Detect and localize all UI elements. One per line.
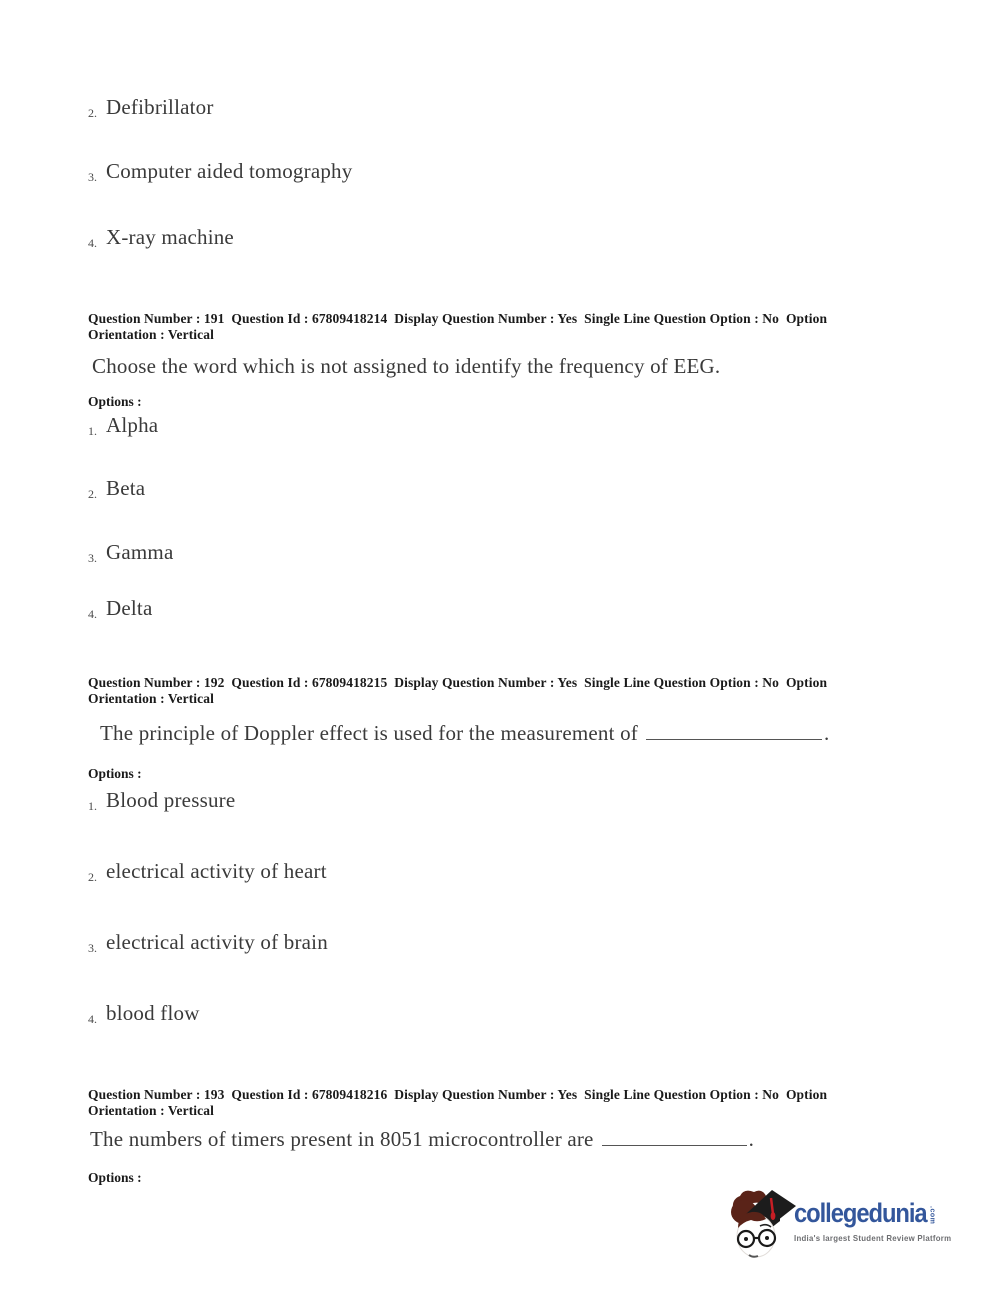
collegedunia-tagline: India's largest Student Review Platform [794,1233,952,1243]
option-row [88,225,234,251]
collegedunia-wordmark: collegedunia [794,1198,927,1228]
option-label: electrical activity of brain [106,930,328,954]
option-number: 3. [88,170,97,185]
question-193-meta: Question Number : 193 Question Id : 67809418216 Display Question Number : Yes Single Line Question Option : No Option Orientation : Vertical [88,1087,831,1118]
option-label: Alpha [106,413,159,437]
collegedunia-mascot-icon [726,1186,796,1262]
options-label: Options : [88,394,142,409]
option-row [88,159,353,185]
option-label: electrical activity of heart [106,859,327,883]
option-number: 4. [88,607,97,622]
option-row [88,596,153,622]
options-label: Options : [88,1170,142,1185]
option-label: X-ray machine [106,225,234,249]
answer-blank [646,738,822,740]
option-number: 1. [88,799,97,814]
option-label: Blood pressure [106,788,236,812]
option-row [88,930,328,956]
option-number: 1. [88,424,97,439]
option-number: 3. [88,941,97,956]
option-number: 4. [88,236,97,251]
question-191-text: Choose the word which is not assigned to identify the frequency of EEG. [92,354,721,378]
answer-blank [602,1144,747,1146]
option-row [88,413,159,439]
option-label: blood flow [106,1001,200,1025]
collegedunia-logo[interactable] [726,1186,988,1264]
option-row [88,540,174,566]
option-row [88,1001,200,1027]
question-193-text: The numbers of timers present in 8051 microcontroller are . [90,1127,755,1151]
option-label: Delta [106,596,153,620]
option-row [88,859,327,885]
option-row [88,788,236,814]
collegedunia-com-suffix: .com [928,1206,936,1225]
option-label: Computer aided tomography [106,159,353,183]
option-number: 2. [88,870,97,885]
question-192-meta: Question Number : 192 Question Id : 67809418215 Display Question Number : Yes Single Line Question Option : No Option Orientation : Vertical [88,675,831,706]
option-row [88,476,146,502]
option-label: Defibrillator [106,95,214,119]
option-number: 3. [88,551,97,566]
option-number: 4. [88,1012,97,1027]
question-192-text: The principle of Doppler effect is used for the measurement of . [100,721,830,745]
options-label: Options : [88,766,142,781]
option-label: Beta [106,476,146,500]
option-number: 2. [88,106,97,121]
option-number: 2. [88,487,97,502]
question-191-meta: Question Number : 191 Question Id : 67809418214 Display Question Number : Yes Single Line Question Option : No Option Orientation : Vertical [88,311,831,342]
option-row [88,95,214,121]
option-label: Gamma [106,540,174,564]
